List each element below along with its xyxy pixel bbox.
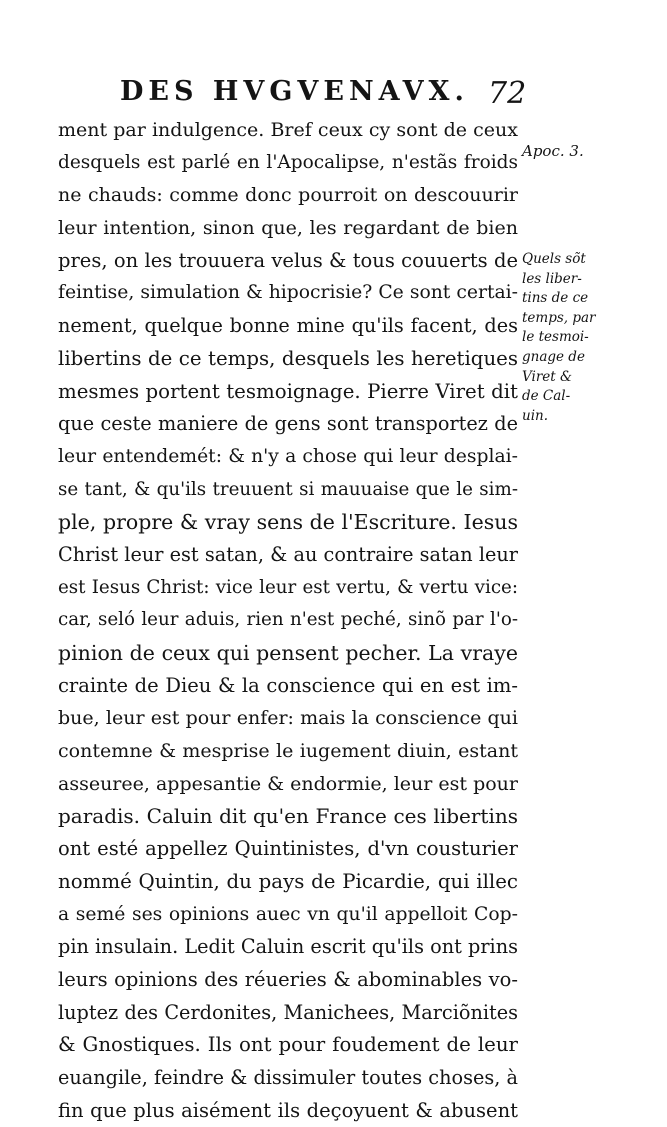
text-line: Christ leur est satan, & au contraire satan leur <box>58 542 518 566</box>
text-line: paradis. Caluin dit qu'en France ces libertins <box>58 804 518 829</box>
side-note-line: temps, par <box>522 309 596 326</box>
text-line: car, seló leur aduis, rien n'est peché, sinõ par l'o- <box>58 609 518 631</box>
text-line: ment par indulgence. Bref ceux cy sont de ceux <box>58 119 518 141</box>
text-line: desquels est parlé en l'Apocalipse, n'estãs froids <box>58 151 518 173</box>
side-note <box>522 250 598 426</box>
side-note-line: le tesmoi- <box>522 329 589 346</box>
text-line: pin insulain. Ledit Caluin escrit qu'ils ont prins <box>58 935 518 959</box>
side-note-line: Viret & <box>522 368 573 385</box>
text-line: bue, leur est pour enfer: mais la conscience qui <box>58 707 518 730</box>
text-line: nommé Quintin, du pays de Picardie, qui illec <box>58 869 518 893</box>
side-note-line: les liber- <box>522 270 582 287</box>
text-line: ne chauds: comme donc pourroit on descouurir <box>58 184 518 207</box>
side-note-line: gnage de <box>522 348 585 365</box>
margin-reference: Apoc. 3. <box>522 142 584 160</box>
text-line: leur intention, sinon que, les regardant de bien <box>58 217 518 240</box>
running-head: DES HVGVENAVX. <box>120 76 469 107</box>
text-line: contemne & mesprise le iugement diuin, estant <box>58 740 518 763</box>
text-line: crainte de Dieu & la conscience qui en est im- <box>58 673 518 697</box>
text-line: a semé ses opinions auec vn qu'il appelloit Cop- <box>58 903 518 925</box>
text-line: nement, quelque bonne mine qu'ils facent, des <box>58 314 518 338</box>
text-line: feintise, simulation & hipocrisie? Ce sont certai- <box>58 282 518 304</box>
text-line: que ceste maniere de gens sont transportez de <box>58 412 518 436</box>
text-line: luptez des Cerdonites, Manichees, Marciõnites <box>58 1000 518 1024</box>
text-line: ont esté appellez Quintinistes, d'vn cousturier <box>58 837 518 861</box>
text-line: pres, on les trouuera velus & tous couuerts de <box>58 248 518 272</box>
side-note-line: uin. <box>522 407 548 424</box>
side-note-line: de Cal- <box>522 388 571 405</box>
text-line: mesmes portent tesmoignage. Pierre Viret dit <box>58 379 518 403</box>
text-line: pinion de ceux qui pensent pecher. La vraye <box>58 641 518 665</box>
text-line: asseuree, appesantie & endormie, leur est pour <box>58 772 518 795</box>
text-line: fin que plus aisément ils deçoyuent & abusent <box>58 1098 518 1122</box>
body-text <box>58 114 518 1127</box>
side-note-line: Quels sõt <box>522 251 586 267</box>
text-line: euangile, feindre & dissimuler toutes choses, à <box>58 1065 518 1089</box>
text-line: leur entendemét: & n'y a chose qui leur desplai- <box>58 445 518 467</box>
text-line: se tant, & qu'ils treuuent si mauuaise que le sim- <box>58 478 518 500</box>
text-line: & Gnostiques. Ils ont pour foudement de leur <box>58 1033 518 1057</box>
page-number: 72 <box>488 76 527 111</box>
text-line: est Iesus Christ: vice leur est vertu, & vertu vice: <box>58 576 518 598</box>
side-note-line: tins de ce <box>522 290 589 307</box>
text-line: ple, propre & vray sens de l'Escriture. Iesus <box>58 510 518 535</box>
text-line: libertins de ce temps, desquels les heretiques <box>58 346 518 370</box>
text-line: leurs opinions des réueries & abominables vo- <box>58 967 518 991</box>
